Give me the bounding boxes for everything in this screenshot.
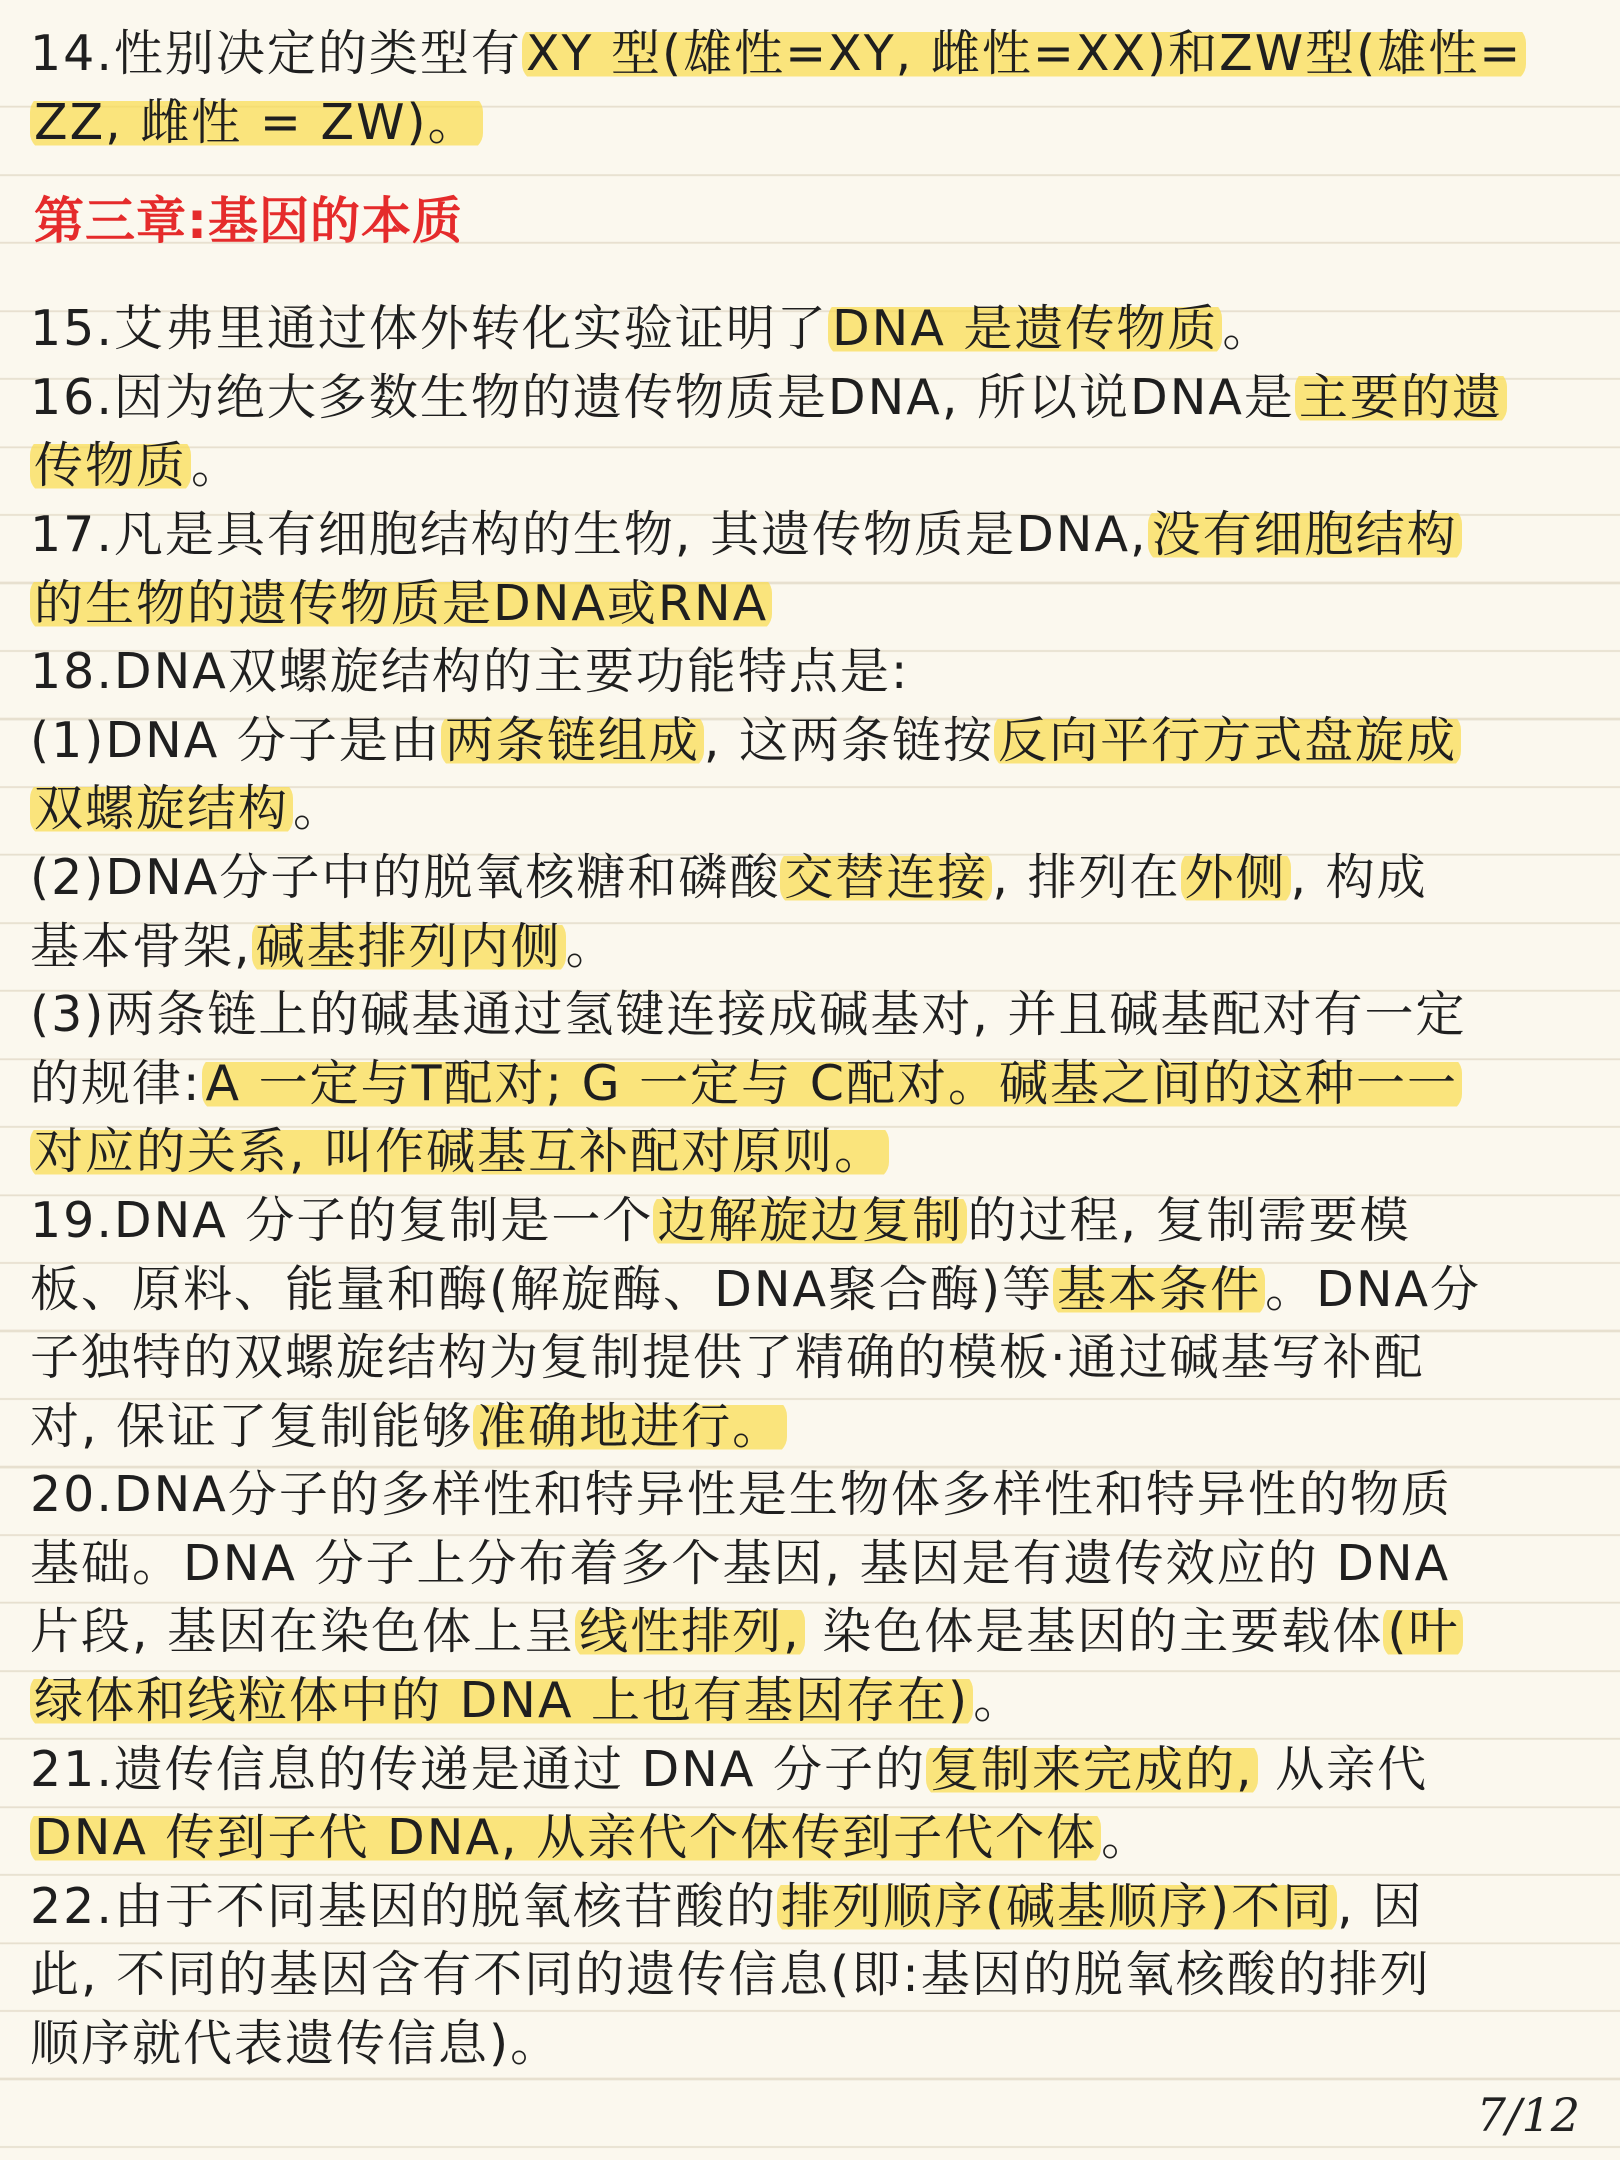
item-20-line-1: 20.DNA分子的多样性和特异性是生物体多样性和特异性的物质 xyxy=(30,1466,1452,1524)
item-20-highlight: 线性排列, xyxy=(575,1603,805,1660)
item-18-p1-end: 。 xyxy=(293,780,345,838)
item-19-text-5: 对, 保证了复制能够 xyxy=(30,1397,474,1455)
item-19-line-4 xyxy=(30,1393,1590,1462)
item-16-line-1 xyxy=(30,364,1590,433)
item-17-line-1 xyxy=(30,501,1590,570)
item-19-line-1 xyxy=(30,1187,1590,1256)
item-19-highlight-3: 准确地进行。 xyxy=(473,1398,787,1455)
item-18-p2-highlight: 交替连接 xyxy=(780,849,992,906)
item-21-highlight: 复制来完成的, xyxy=(926,1741,1258,1798)
item-22-text-2: , 因 xyxy=(1337,1877,1424,1935)
item-18-p3-text: 的规律: xyxy=(30,1054,202,1112)
item-14-highlight: XY 型(雄性=XY, 雌性=XX)和ZW型(雄性= xyxy=(522,25,1526,82)
item-18-point-3-line-3 xyxy=(30,1118,1590,1187)
item-18-p1-highlight-2: 反向平行方式盘旋成 xyxy=(994,712,1461,769)
item-15-line-1 xyxy=(30,295,1590,364)
item-18-p1-text-2: , 这两条链按 xyxy=(703,711,995,769)
item-19-text: 19.DNA 分子的复制是一个 xyxy=(30,1191,654,1249)
item-20-text: 片段, 基因在染色体上呈 xyxy=(30,1603,576,1661)
item-22-highlight: 排列顺序(碱基顺序)不同 xyxy=(777,1878,1337,1935)
item-20-line-3 xyxy=(30,1598,1590,1667)
item-15-end: 。 xyxy=(1222,300,1274,358)
item-16-text: 16.因为绝大多数生物的遗传物质是DNA, 所以说DNA是 xyxy=(30,368,1295,426)
item-21-text-2: 从亲代 xyxy=(1257,1740,1429,1798)
item-16-end: 。 xyxy=(191,437,243,495)
item-15-highlight: DNA 是遗传物质 xyxy=(828,300,1222,357)
item-19-text-4: 。DNA分 xyxy=(1265,1260,1482,1318)
item-14-text: 14.性别决定的类型有 xyxy=(30,25,522,82)
item-19-line-3: 子独特的双螺旋结构为复制提供了精确的模板·通过碱基写补配 xyxy=(30,1329,1425,1387)
item-18-p1-highlight-3: 双螺旋结构 xyxy=(30,780,293,837)
item-18-point-1-line-2 xyxy=(30,775,1590,844)
item-19-highlight: 边解旋边复制 xyxy=(653,1192,967,1249)
item-21-line-2 xyxy=(30,1804,1590,1873)
item-22-line-3: 顺序就代表遗传信息)。 xyxy=(30,2015,562,2073)
page-number: 7/12 xyxy=(1476,2088,1580,2142)
item-20-end: 。 xyxy=(973,1672,1025,1730)
item-18-p2-text-3: , 构成 xyxy=(1290,848,1428,906)
item-16-line-2 xyxy=(30,432,1590,501)
item-18-p2-highlight-3: 碱基排列内侧 xyxy=(252,918,566,975)
item-19-line-2 xyxy=(30,1256,1590,1325)
item-19-text-2: 的过程, 复制需要模 xyxy=(967,1191,1411,1249)
chapter-title: 第三章:基因的本质 xyxy=(34,192,463,251)
item-17-highlight-2: 的生物的遗传物质是DNA或RNA xyxy=(30,575,772,632)
item-18-p2-highlight-2: 外侧 xyxy=(1181,849,1291,906)
item-17-text: 17.凡是具有细胞结构的生物, 其遗传物质是DNA, xyxy=(30,505,1148,563)
item-19-text-3: 板、原料、能量和酶(解旋酶、DNA聚合酶)等 xyxy=(30,1260,1054,1318)
item-16-highlight-2: 传物质 xyxy=(30,437,191,494)
item-18-p2-text-4: 基本骨架, xyxy=(30,917,252,975)
item-17-highlight: 没有细胞结构 xyxy=(1148,506,1462,563)
item-18-p2-text-2: , 排列在 xyxy=(992,848,1181,906)
item-18-p2-text: (2)DNA分子中的脱氧核糖和磷酸 xyxy=(30,848,781,906)
item-18-point-2-line-1 xyxy=(30,844,1590,913)
item-18-p1-text: (1)DNA 分子是由 xyxy=(30,711,441,769)
item-14-line-1 xyxy=(30,20,1590,89)
item-18-point-3-line-1: (3)两条链上的碱基通过氢键连接成碱基对, 并且碱基配对有一定 xyxy=(30,986,1467,1044)
item-18-p3-highlight-2: 对应的关系, 叫作碱基互补配对原则。 xyxy=(30,1123,889,1180)
item-18-p1-highlight: 两条链组成 xyxy=(441,712,704,769)
item-18-p2-end: 。 xyxy=(565,917,617,975)
item-17-line-2 xyxy=(30,570,1590,639)
item-20-line-2: 基础。DNA 分子上分布着多个基因, 基因是有遗传效应的 DNA xyxy=(30,1534,1451,1592)
item-18-point-3-line-2 xyxy=(30,1050,1590,1119)
item-21-end: 。 xyxy=(1101,1809,1153,1867)
item-22-text: 22.由于不同基因的脱氧核苷酸的 xyxy=(30,1877,777,1935)
item-18-point-2-line-2 xyxy=(30,913,1590,982)
item-20-line-4 xyxy=(30,1667,1590,1736)
item-18-p3-highlight: A 一定与T配对; G 一定与 C配对。碱基之间的这种一一 xyxy=(202,1055,1462,1112)
item-21-text: 21.遗传信息的传递是通过 DNA 分子的 xyxy=(30,1740,926,1798)
item-14-line-2 xyxy=(30,89,1590,158)
item-22-line-2: 此, 不同的基因含有不同的遗传信息(即:基因的脱氧核酸的排列 xyxy=(30,1946,1431,2004)
item-20-highlight-2: (叶 xyxy=(1383,1603,1463,1660)
item-21-highlight-2: DNA 传到子代 DNA, 从亲代个体传到子代个体 xyxy=(30,1809,1101,1866)
item-15-text: 15.艾弗里通过体外转化实验证明了 xyxy=(30,300,828,358)
item-20-highlight-3: 绿体和线粒体中的 DNA 上也有基因存在) xyxy=(30,1672,973,1729)
item-22-line-1 xyxy=(30,1873,1590,1942)
item-19-highlight-2: 基本条件 xyxy=(1053,1261,1265,1318)
item-21-line-1 xyxy=(30,1736,1590,1805)
item-18-heading: 18.DNA双螺旋结构的主要功能特点是: xyxy=(30,643,910,701)
item-16-highlight: 主要的遗 xyxy=(1295,369,1507,426)
item-14-highlight-2: ZZ, 雌性 = ZW)。 xyxy=(30,94,483,151)
item-18-point-1-line-1 xyxy=(30,707,1590,776)
item-20-text-2: 染色体是基因的主要载体 xyxy=(804,1603,1384,1661)
